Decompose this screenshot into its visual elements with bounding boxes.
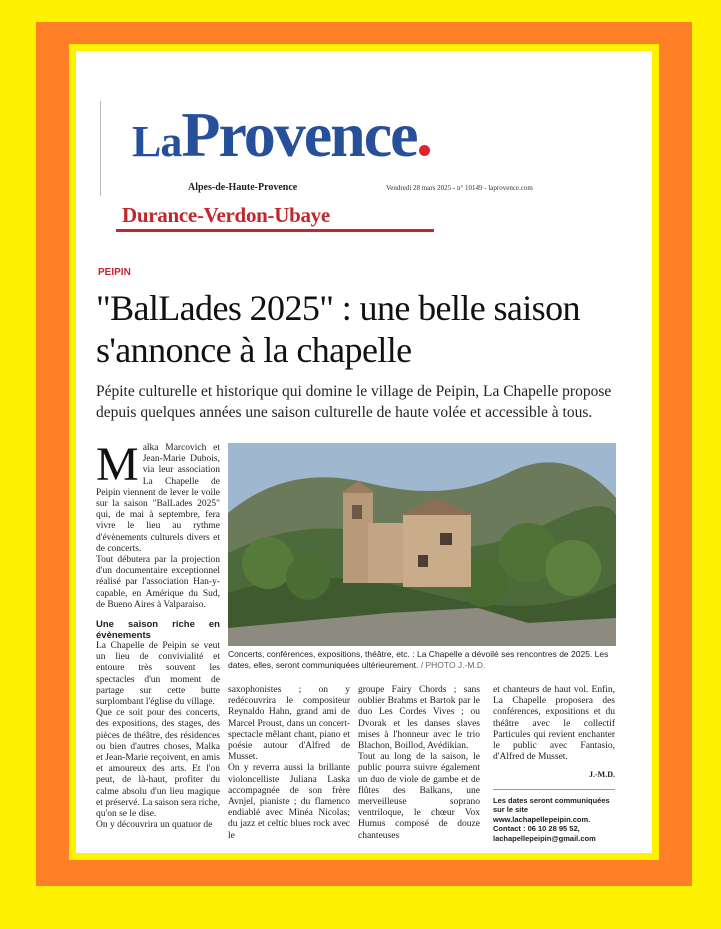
edition-name: Alpes-de-Haute-Provence: [188, 182, 298, 193]
info-rule: [493, 789, 615, 790]
newspaper-logo: [132, 99, 430, 170]
photo-credit: / PHOTO J.-M.D.: [420, 659, 486, 670]
paragraph: Tout au long de la saison, le public pourra suivre également un duo de viole de gambe et de flûtes des Balkans, une merveilleuse soprano ventriloque, le chœur Vox Humus composé de douze chanteuses: [358, 752, 480, 841]
paragraph: et chanteurs de haut vol. Enfin, La Chapelle proposera des conférences, expositions et du théâtre avec le collectif Particules qui revient enchanter le public avec Fantasio, d'Alfred de Musset.: [493, 685, 615, 763]
logo-la: La: [132, 117, 182, 166]
drop-cap: M: [96, 438, 139, 491]
paragraph: alka Marcovich et Jean-Marie Dubois, via leur association La Chapelle de Peipin viennent de lever le voile sur la saison "BalLades 2025" qui, de mai à septembre, fera vivre le lieu au rythme d'évènements culturels divers et de concerts.: [96, 443, 220, 554]
logo-dot-icon: [419, 145, 430, 156]
article-subhead: Une saison riche en évènements: [96, 619, 220, 642]
author-signature: J.-M.D.: [589, 770, 615, 780]
article-headline: "BalLades 2025" : une belle saison s'annonce à la chapelle: [96, 288, 580, 370]
paragraph: saxophonistes ; on y redécouvrira le compositeur Reynaldo Hahn, grand ami de Marcel Proust, dans un concert-spectacle mêlant chant, piano et poésie autour d'Alfred de Musset.: [228, 685, 350, 763]
section-title: Durance-Verdon-Ubaye: [122, 203, 330, 227]
paragraph: On y reverra aussi la brillante violoncelliste Juliana Laska accompagnée de son frère Avnjel, pianiste ; du flamenco endiablé avec Minéa Nicolas; du jazz et celtic blues rock avec le: [228, 763, 350, 841]
newspaper-clipping: [76, 51, 652, 853]
logo-provence: Provence: [181, 99, 417, 170]
chapel-photo-illustration: [228, 443, 616, 646]
section-rule: [116, 229, 434, 232]
paragraph: groupe Fairy Chords ; sans oublier Brahms et Bartok par le duo Les Cordes Vives ; ou Dvorak et les danses slaves mises à l'honneur avec le trio Blachon, Boillod, Avédikian.: [358, 685, 480, 752]
article-column-2: [228, 685, 350, 842]
article-column-4: [493, 685, 615, 843]
chapel-photo: [228, 443, 616, 646]
paragraph: Tout débutera par la projection d'un documentaire exceptionnel réalisé par l'association Han-y-capable, en Amérique du Sud, de Bueno Aires à Valparaiso.: [96, 555, 220, 610]
paragraph: On y découvrira un quatuor de: [96, 820, 213, 831]
info-box: Les dates seront communiquées sur le site www.lachapellepeipin.com. Contact : 06 10 28 95 52, lachapellepeipin@gmail.com: [493, 795, 610, 843]
dateline: Vendredi 28 mars 2025 - n° 10149 - laprovence.com: [386, 184, 533, 192]
article-lede: Pépite culturelle et historique qui domine le village de Peipin, La Chapelle propose depuis quelques années une saison culturelle de haute volée et accessible à tous.: [96, 383, 612, 421]
article-column-3: [358, 685, 480, 842]
article-kicker: PEIPIN: [98, 267, 131, 278]
article-column-1: [96, 438, 220, 832]
masthead-rule: [100, 101, 101, 196]
photo-caption: [228, 649, 618, 670]
paragraph: La Chapelle de Peipin se veut un lieu de convivialité et entoure très souvent les spectacles d'un moment de partage sur cette butte surplombant l'église du village.: [96, 641, 220, 708]
caption-text: Concerts, conférences, expositions, théâtre, etc. : La Chapelle a dévoilé ses rencontres de 2025. Les dates, elles, seront communiquées ultérieurement.: [228, 649, 609, 670]
paragraph: Que ce soit pour des concerts, des expositions, des stages, des pièces de théâtre, des résidences ou bien d'autres choses, Malka et Jean-Marie reçoivent, en amis et amoureux des arts. Et l'on peut, de là-haut, profiter du calme absolu d'un lieu magique et préservé. La saison sera riche, qu'on se le dise.: [96, 708, 220, 820]
